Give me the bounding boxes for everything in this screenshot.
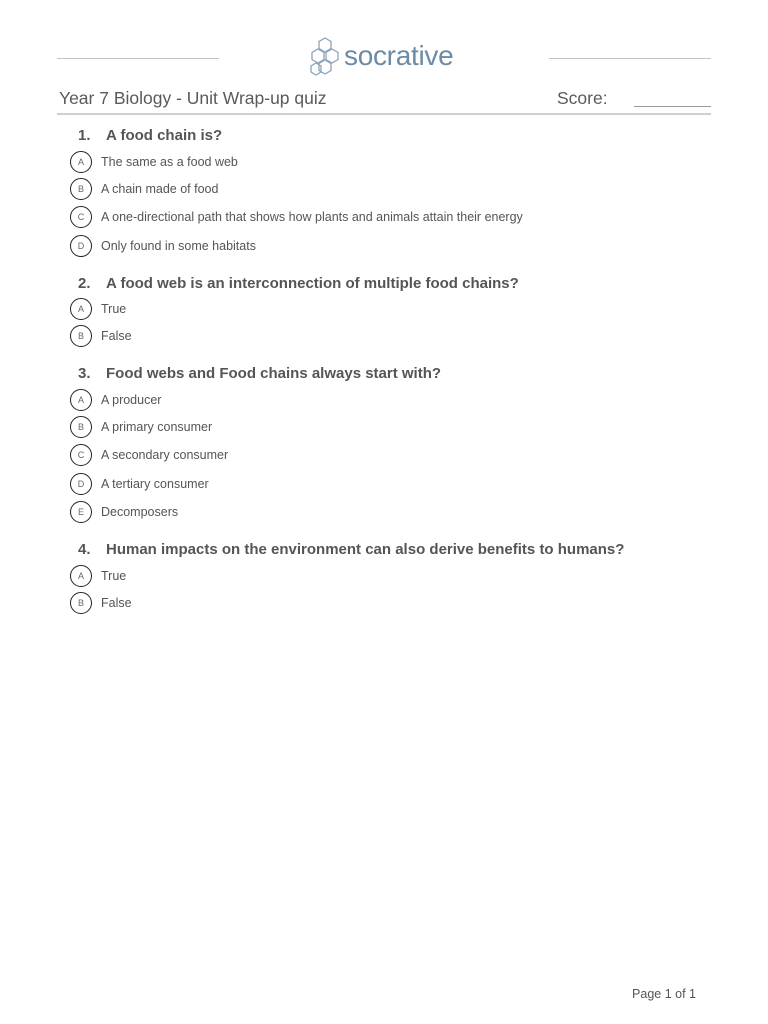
- answer-1a[interactable]: [70, 150, 238, 174]
- answer-3d[interactable]: [70, 472, 209, 496]
- answer-3e[interactable]: [70, 500, 178, 524]
- answer-1d[interactable]: [70, 234, 256, 258]
- score-label: Score:: [557, 88, 608, 108]
- quiz-title: Year 7 Biology - Unit Wrap-up quiz: [59, 88, 327, 108]
- answer-3a[interactable]: [70, 388, 161, 412]
- answer-text: A chain made of food: [101, 182, 219, 196]
- answer-3b[interactable]: [70, 415, 212, 439]
- answer-bubble[interactable]: A: [70, 389, 92, 411]
- answer-bubble[interactable]: D: [70, 235, 92, 257]
- answer-text: The same as a food web: [101, 155, 238, 169]
- answer-2a[interactable]: [70, 297, 126, 321]
- question-text: A food web is an interconnection of multiple food chains?: [106, 275, 519, 292]
- page-number: Page 1 of 1: [632, 987, 696, 1001]
- answer-bubble[interactable]: D: [70, 473, 92, 495]
- answer-bubble[interactable]: B: [70, 325, 92, 347]
- answer-4a[interactable]: [70, 564, 126, 588]
- question-text: A food chain is?: [106, 127, 223, 144]
- answer-bubble[interactable]: C: [70, 444, 92, 466]
- answer-bubble[interactable]: A: [70, 151, 92, 173]
- answer-text: False: [101, 596, 132, 610]
- answer-bubble[interactable]: A: [70, 565, 92, 587]
- answer-2b[interactable]: [70, 324, 132, 348]
- question-3: [78, 365, 441, 382]
- answer-bubble[interactable]: B: [70, 178, 92, 200]
- question-text: Human impacts on the environment can also derive benefits to humans?: [106, 541, 625, 558]
- answer-text: A one-directional path that shows how plants and animals attain their energy: [101, 210, 523, 224]
- hexagon-cluster-icon: [308, 36, 342, 76]
- answer-bubble[interactable]: B: [70, 416, 92, 438]
- answer-3c[interactable]: [70, 443, 228, 467]
- question-2: [78, 275, 519, 292]
- score-blank-line: [634, 106, 711, 107]
- socrative-logo: [308, 36, 453, 76]
- answer-bubble[interactable]: C: [70, 206, 92, 228]
- answer-1b[interactable]: [70, 177, 218, 201]
- header-rule-left: [57, 58, 219, 59]
- answer-text: Decomposers: [101, 505, 179, 519]
- answer-text: A secondary consumer: [101, 448, 229, 462]
- question-1: [78, 127, 222, 144]
- answer-bubble[interactable]: E: [70, 501, 92, 523]
- answer-bubble[interactable]: B: [70, 592, 92, 614]
- answer-bubble[interactable]: A: [70, 298, 92, 320]
- question-text: Food webs and Food chains always start with?: [106, 365, 442, 382]
- answer-text: A primary consumer: [101, 420, 213, 434]
- answer-text: True: [101, 302, 127, 316]
- answer-text: A tertiary consumer: [101, 477, 209, 491]
- answer-text: False: [101, 329, 132, 343]
- question-number: 2.: [78, 275, 91, 292]
- question-number: 4.: [78, 541, 91, 558]
- question-number: 1.: [78, 127, 91, 144]
- answer-text: Only found in some habitats: [101, 239, 256, 253]
- answer-text: A producer: [101, 393, 162, 407]
- question-4: [78, 541, 624, 558]
- logo-wordmark: socrative: [344, 40, 454, 71]
- title-underline: [57, 113, 711, 115]
- answer-4b[interactable]: [70, 591, 132, 615]
- header-rule-right: [549, 58, 711, 59]
- title-row: [59, 88, 711, 110]
- answer-1c[interactable]: [70, 205, 523, 229]
- answer-text: True: [101, 569, 127, 583]
- question-number: 3.: [78, 365, 91, 382]
